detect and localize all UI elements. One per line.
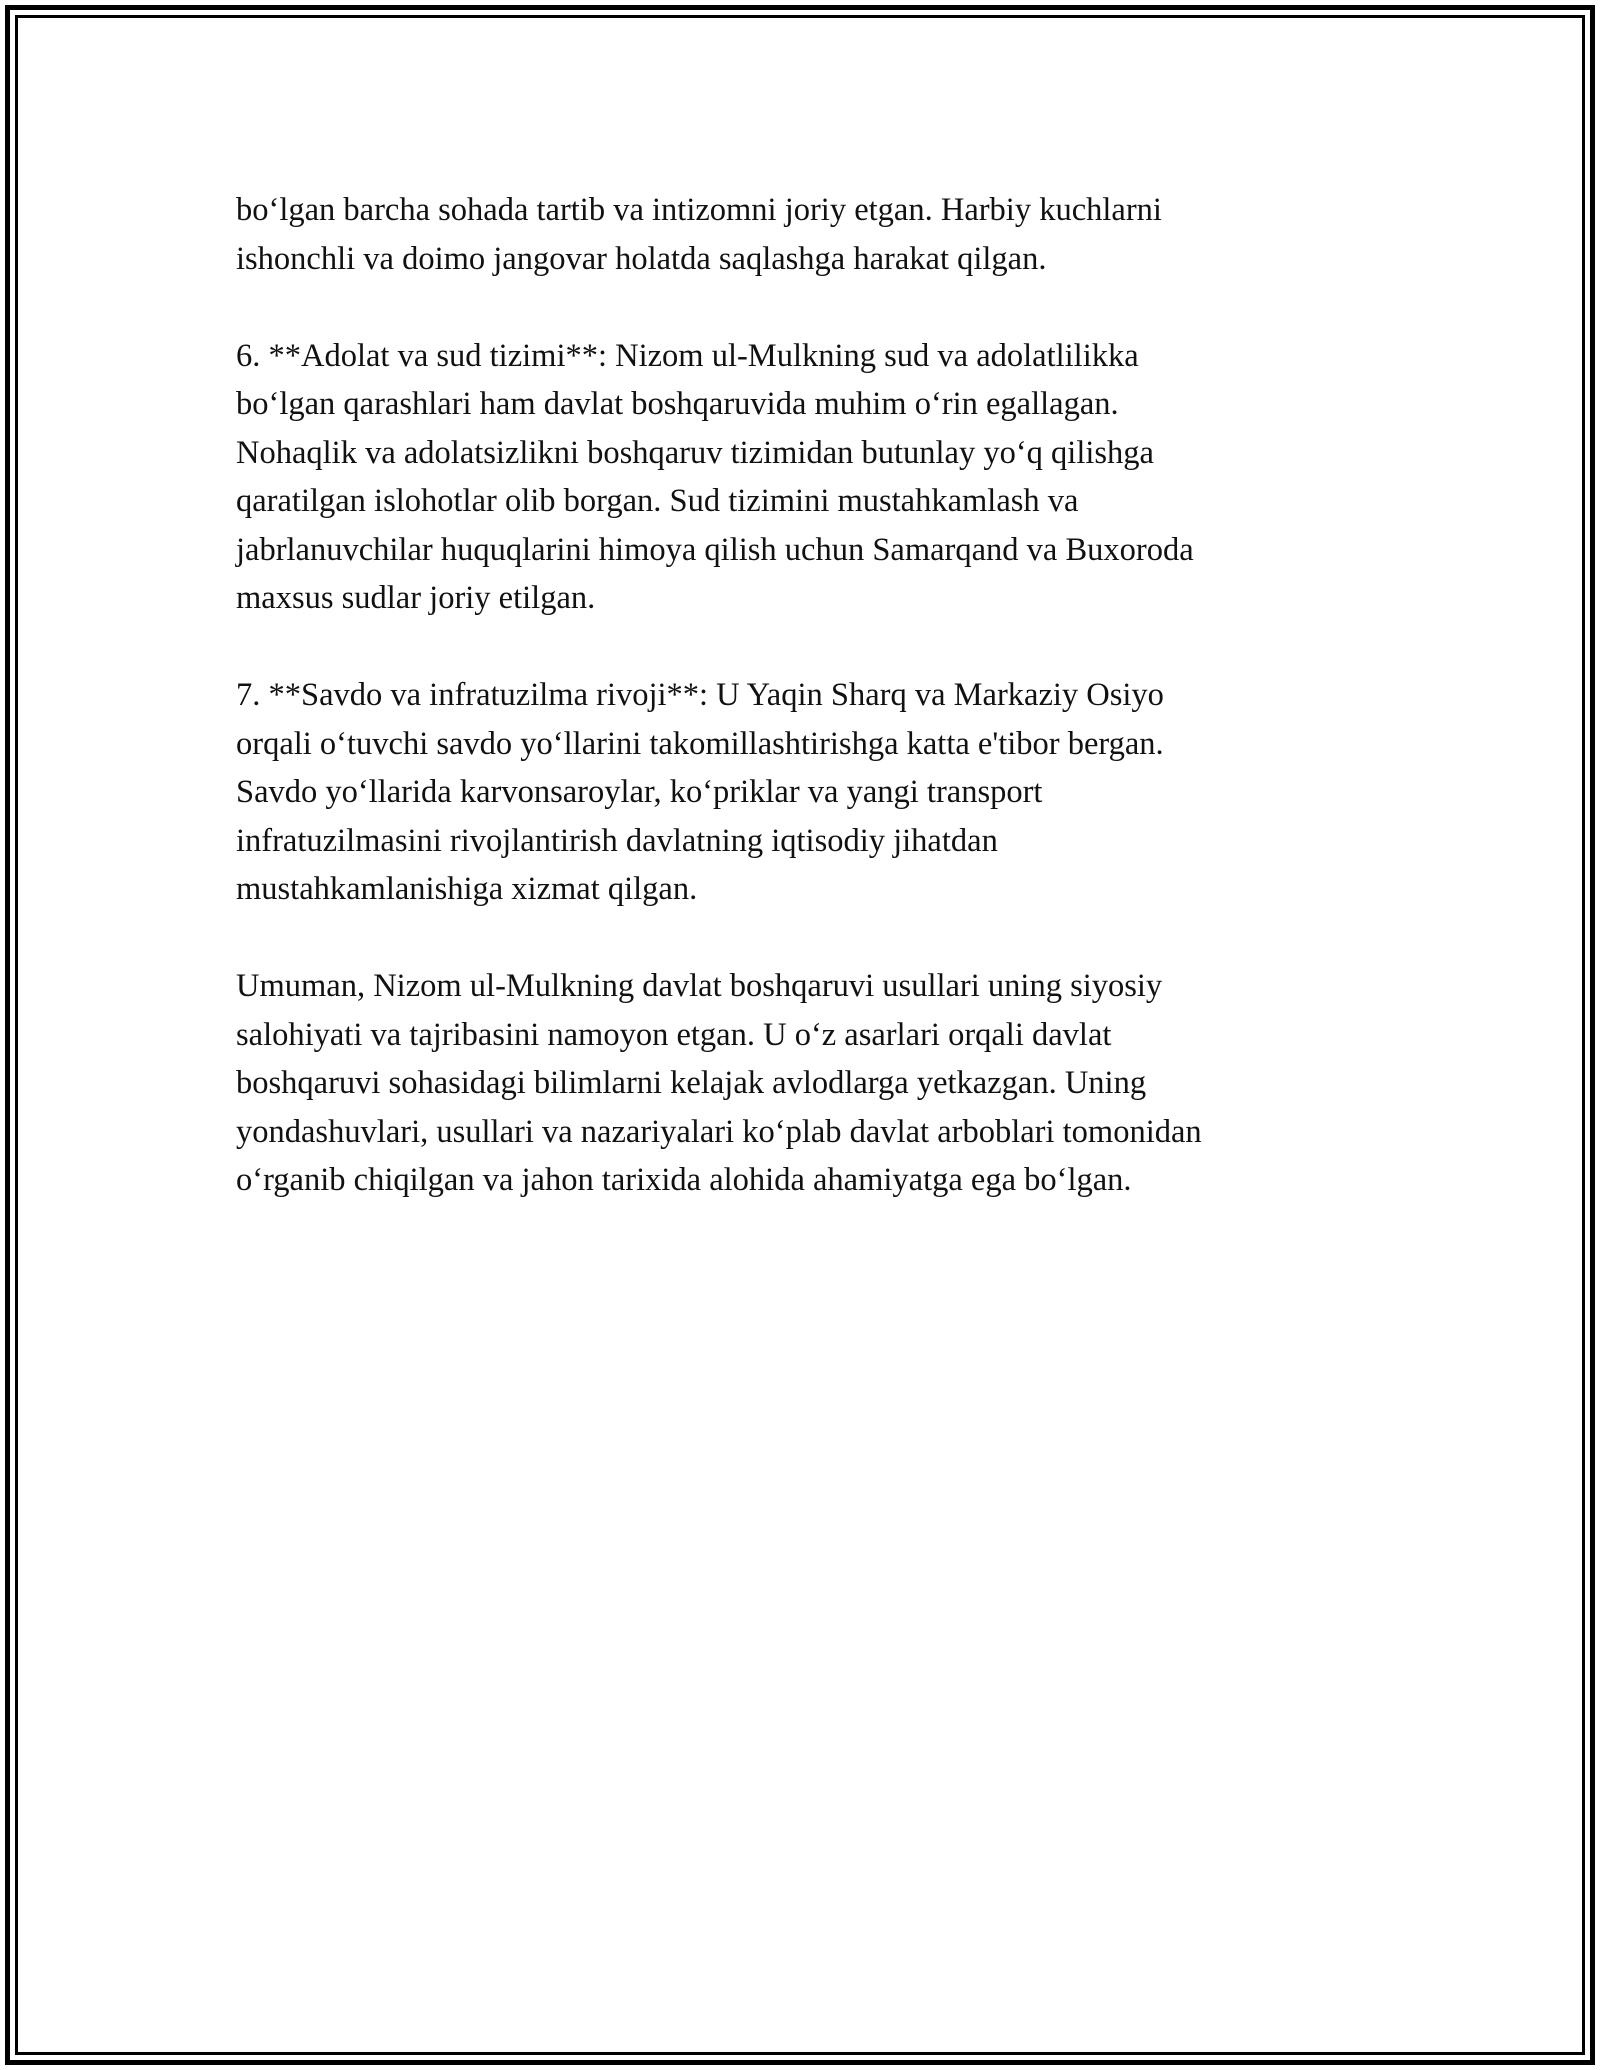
text-line: maxsus sudlar joriy etilgan.: [236, 580, 596, 616]
text-line: qaratilgan islohotlar olib borgan. Sud tizimini mustahkamlash va: [236, 483, 1079, 519]
text-line: yondashuvlari, usullari va nazariyalari ko‘plab davlat arboblari tomonidan: [236, 1113, 1202, 1150]
text-line: Savdo yo‘llarida karvonsaroylar, ko‘priklar va yangi transport: [236, 774, 1043, 810]
text-line: infratuzilmasini rivojlantirish davlatning iqtisodiy jihatdan: [236, 822, 998, 859]
text-line: jabrlanuvchilar huquqlarini himoya qilish uchun Samarqand va Buxoroda: [236, 531, 1194, 568]
text-line: mustahkamlanishiga xizmat qilgan.: [236, 871, 698, 907]
text-line: ishonchli va doimo jangovar holatda saqlashga harakat qilgan.: [236, 240, 1047, 277]
text-line: orqali o‘tuvchi savdo yo‘llarini takomillashtirishga katta e'tibor bergan.: [236, 725, 1164, 762]
text-line: Umuman, Nizom ul-Mulkning davlat boshqaruvi usullari uning siyosiy: [236, 968, 1163, 1004]
paragraph-gap: [236, 914, 1366, 963]
text-line: bo‘lgan barcha sohada tartib va intizomni joriy etgan. Harbiy kuchlarni: [236, 192, 1162, 228]
text-line: salohiyati va tajribasini namoyon etgan. U o‘z asarlari orqali davlat: [236, 1016, 1112, 1053]
text-line: boshqaruvi sohasidagi bilimlarni kelajak avlodlarga yetkazgan. Uning: [236, 1065, 1147, 1101]
document-body: [236, 186, 1366, 1205]
text-line: o‘rganib chiqilgan va jahon tarixida alohida ahamiyatga ega bo‘lgan.: [236, 1162, 1132, 1198]
text-line: bo‘lgan qarashlari ham davlat boshqaruvida muhim o‘rin egallagan.: [236, 386, 1119, 422]
paragraph-gap: [236, 623, 1366, 672]
text-line: Nohaqlik va adolatsizlikni boshqaruv tizimidan butunlay yo‘q qilishga: [236, 434, 1154, 471]
paragraph-gap: [236, 283, 1366, 332]
text-line: 6. **Adolat va sud tizimi**: Nizom ul-Mulkning sud va adolatlilikka: [236, 337, 1139, 374]
text-line: 7. **Savdo va infratuzilma rivoji**: U Yaqin Sharq va Markaziy Osiyo: [236, 677, 1164, 713]
